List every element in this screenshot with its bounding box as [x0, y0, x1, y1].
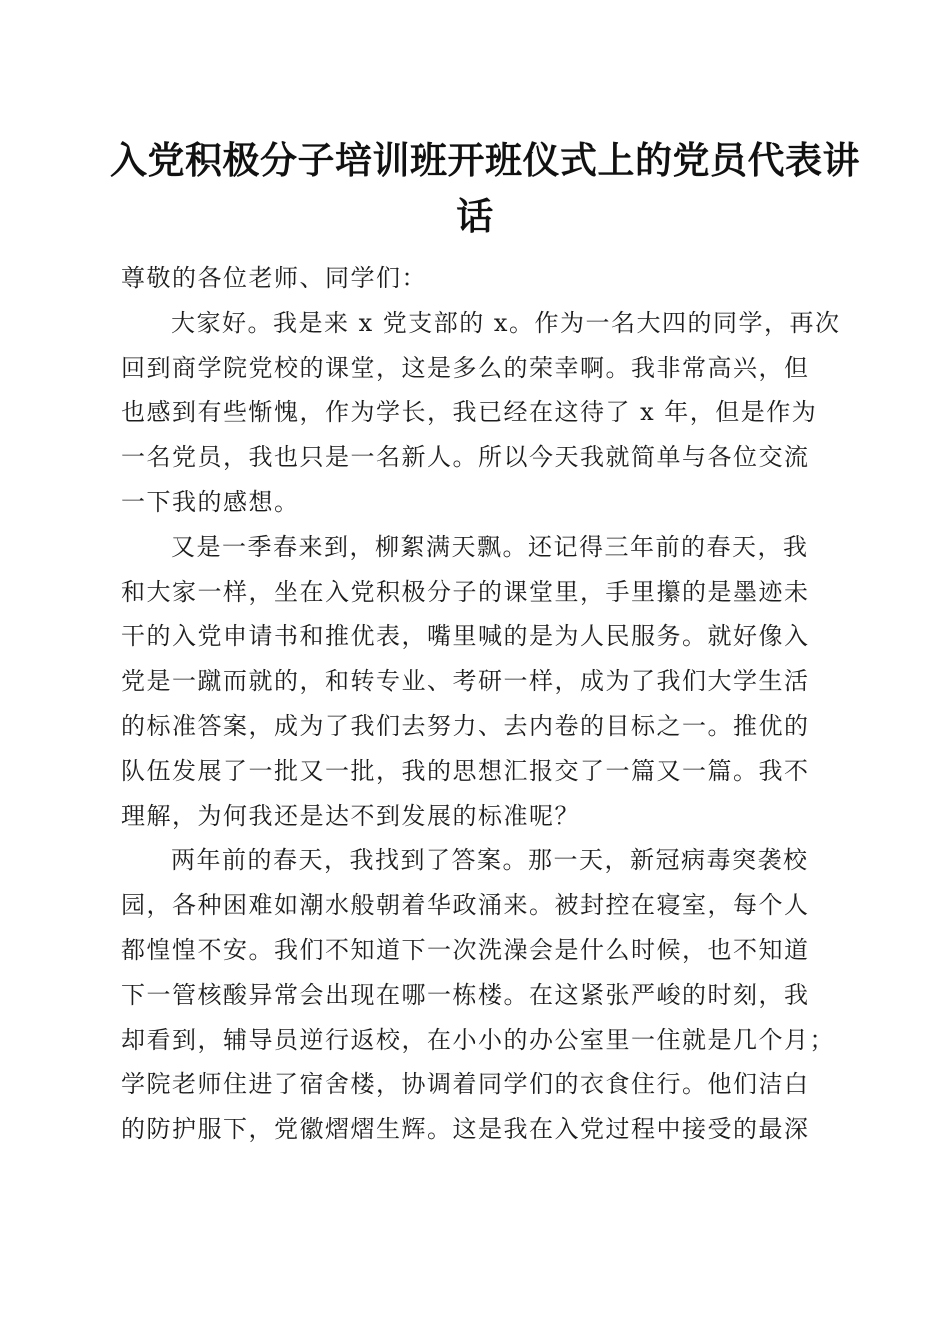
paragraph-line: 园，各种困难如潮水般朝着华政涌来。被封控在寝室，每个人	[121, 891, 810, 920]
paragraph-line: 两年前的春天，我找到了答案。那一天，新冠病毒突袭校	[171, 846, 809, 875]
paragraph-1	[121, 301, 841, 525]
paragraph-line: 都惶惶不安。我们不知道下一次洗澡会是什么时候，也不知道	[121, 935, 810, 964]
paragraph-line: 的标准答案，成为了我们去努力、去内卷的目标之一。推优的	[121, 711, 810, 740]
paragraph-line: 干的入党申请书和推优表，嘴里喊的是为人民服务。就好像入	[121, 622, 810, 651]
paragraph-line: 队伍发展了一批又一批，我的思想汇报交了一篇又一篇。我不	[121, 756, 810, 785]
paragraph-line: 又是一季春来到，柳絮满天飘。还记得三年前的春天，我	[171, 532, 809, 561]
salutation: 尊敬的各位老师、同学们：	[121, 264, 427, 292]
paragraph-line: 学院老师住进了宿舍楼，协调着同学们的衣食住行。他们洁白	[121, 1070, 810, 1099]
paragraph-line: 回到商学院党校的课堂，这是多么的荣幸啊。我非常高兴，但	[121, 353, 810, 382]
paragraph-line: 一名党员，我也只是一名新人。所以今天我就简单与各位交流	[121, 443, 810, 472]
paragraph-line: 却看到，辅导员逆行返校，在小小的办公室里一住就是几个月；	[121, 1025, 835, 1054]
paragraph-line: 的防护服下，党徽熠熠生辉。这是我在入党过程中接受的最深	[121, 1115, 810, 1144]
paragraph-line: 下一管核酸异常会出现在哪一栋楼。在这紧张严峻的时刻，我	[121, 980, 810, 1009]
paragraph-line: 和大家一样，坐在入党积极分子的课堂里，手里攥的是墨迹未	[121, 577, 810, 606]
paragraph-line: 也感到有些惭愧，作为学长，我已经在这待了 x 年，但是作为	[121, 398, 818, 427]
paragraph-2	[121, 525, 831, 839]
paragraph-line: 大家好。我是来 x 党支部的 x。作为一名大四的同学，再次	[171, 308, 841, 337]
document-title	[110, 132, 860, 244]
paragraph-3	[121, 838, 835, 1152]
paragraph-line: 党是一蹴而就的，和转专业、考研一样，成为了我们大学生活	[121, 667, 810, 696]
paragraph-line: 一下我的感想。	[121, 487, 300, 516]
paragraph-line: 理解，为何我还是达不到发展的标准呢？	[121, 801, 580, 830]
title-line: 入党积极分子培训班开班仪式上的党员代表讲	[110, 138, 860, 182]
document-body	[121, 256, 841, 1152]
title-line: 话	[456, 194, 494, 238]
